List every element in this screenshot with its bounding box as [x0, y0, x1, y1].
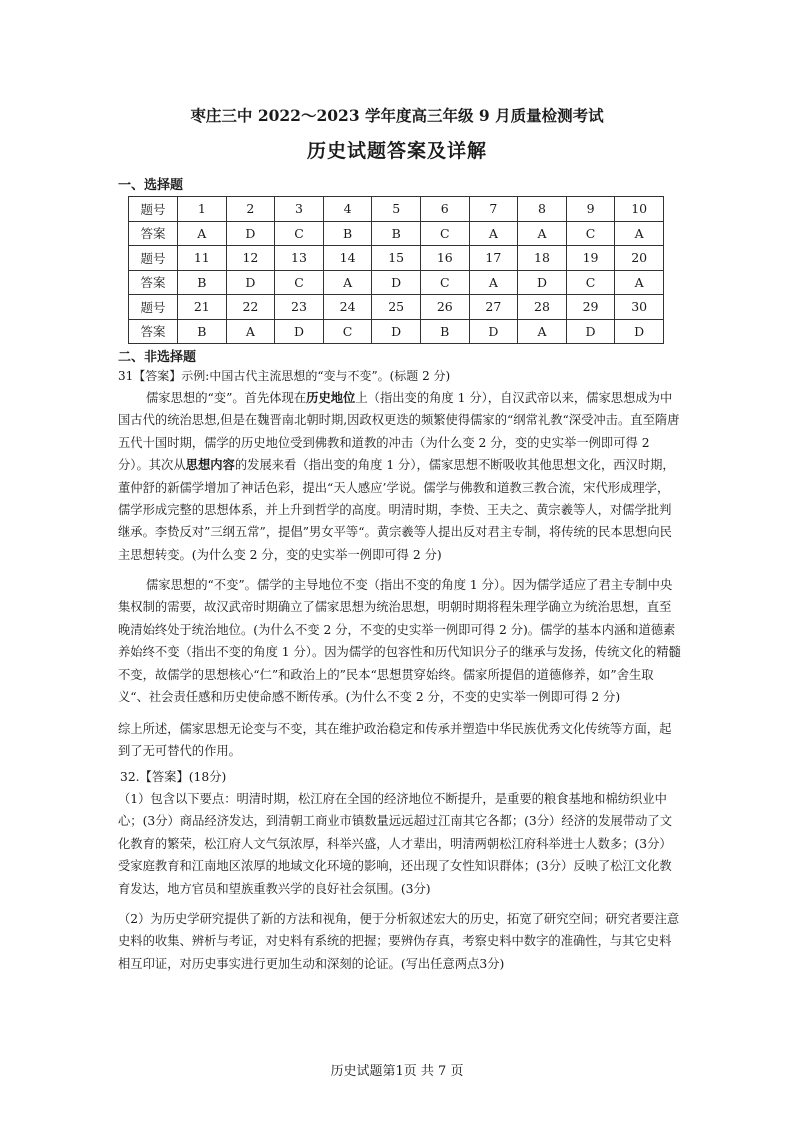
answer-table-cell: A — [518, 319, 567, 344]
answer-table-cell: 8 — [518, 197, 567, 222]
page-footer: 历史试题第1页 共 7 页 — [330, 1064, 464, 1079]
answer-table-cell: 28 — [518, 295, 567, 320]
answer-table-cell: B — [178, 319, 227, 344]
answer-table-cell: D — [226, 270, 275, 295]
answer-table-cell: 3 — [275, 197, 324, 222]
answer-table-cell: 25 — [372, 295, 421, 320]
answer-table-cell: 10 — [615, 197, 664, 222]
answer-table-cell: 4 — [323, 197, 372, 222]
answer-table-cell: C — [275, 221, 324, 246]
answer-table — [128, 196, 664, 344]
q31-p1-text-b: 上（指出变的角度 1 分），自汉武帝以来，儒家思想成为中国古代的统治思想,但是在魏晋南北朝时期,因政权更迭的频繁使得儒家的“纲常礼教“深受冲击。直至隋唐五代十国时期，儒学的历史地位受到佛教和道教的冲击（为什么变 2 分，变的史实举一例即可得 2 分）。其次从 — [118, 391, 680, 473]
answer-table-cell: C — [323, 319, 372, 344]
q32-head: 32.【答案】(18分) — [120, 770, 227, 784]
answer-table-cell: 5 — [372, 197, 421, 222]
answer-table-cell: 14 — [323, 246, 372, 271]
answer-table-row-header: 题号 — [129, 295, 178, 320]
answer-table-cell: 15 — [372, 246, 421, 271]
answer-table-cell: 17 — [469, 246, 518, 271]
answer-table-cell: 1 — [178, 197, 227, 222]
answer-table-cell: D — [615, 319, 664, 344]
q32-paragraph-1: （1）包含以下要点：明清时期，松江府在全国的经济地位不断提升，是重要的粮食基地和棉纺织业中心；(3分）商品经济发达，到清朝工商业市镇数量远远超过江南其它各都；(3分）经济的发展带动了文化教育的繁荣，松江府人文气氛浓厚，科举兴盛，人才辈出，明清两朝松江府科举进士人数多；(3分）受家庭教育和江南地区浓厚的地域文化环境的影响，还出现了女性知识群体；(3分）反映了松江文化教育发达，地方官员和望族重教兴学的良好社会氛围。(3分) — [118, 792, 673, 896]
answer-table-cell: 11 — [178, 246, 227, 271]
answer-table-cell: 7 — [469, 197, 518, 222]
q31-p1-text-c: 的发展来看（指出变的角度 1 分），儒家思想不断吸收其他思想文化，西汉时期，董仲舒的新儒学增加了神话色彩，提出“天人感应’学说。儒学与佛教和道教三教合流，宋代形成理学，儒学形成完整的思想体系，并上升到哲学的高度。明清时期，李贽、王夫之、黄宗羲等人，对儒学批判继承。李贽反对”三纲五常”，提倡”男女平等“。黄宗羲等人提出反对君主专制，将传统的民本思想向民主思想转变。(为什么变 2 分，变的史实举一例即可得 2 分) — [118, 458, 675, 562]
answer-table-cell: 18 — [518, 246, 567, 271]
answer-table-cell: A — [226, 319, 275, 344]
page-subtitle: 历史试题答案及详解 — [306, 140, 487, 162]
answer-table-cell: 29 — [566, 295, 615, 320]
answer-table-cell: A — [469, 221, 518, 246]
q31-p1-bold-history-status: 历史地位 — [306, 390, 356, 405]
answer-table-cell: B — [323, 221, 372, 246]
answer-table-cell: 12 — [226, 246, 275, 271]
answer-table-cell: 19 — [566, 246, 615, 271]
answer-table-cell: D — [469, 319, 518, 344]
answer-table-cell: 20 — [615, 246, 664, 271]
answer-table-cell: 2 — [226, 197, 275, 222]
answer-table-row-header: 题号 — [129, 197, 178, 222]
answer-table-cell: 13 — [275, 246, 324, 271]
answer-table-cell: D — [226, 221, 275, 246]
q31-head: 31【答案】示例:中国古代主流思想的“变与不变”。(标题 2 分) — [118, 369, 451, 383]
q31-p1-bold-thought-content: 思想内容 — [185, 457, 235, 473]
answer-table-cell: D — [372, 270, 421, 295]
q31-paragraph-2: 儒家思想的“不变”。儒学的主导地位不变（指出不变的角度 1 分）。因为儒学适应了君主专制中央集权制的需要，故汉武帝时期确立了儒家思想为统治思想，明朝时期将程朱理学确立为统治思想，直至晚清始终处于统治地位。(为什么不变 2 分，不变的史实举一例即可得 2 分)。儒学的基本内涵和道德素养始终不变（指出不变的角度 1 分）。因为儒学的包容性和历代知识分子的继承与发扬，传统文化的精髓不变，故儒学的思想核心“仁”和政治上的”民本“思想贯穿始终。儒家所提倡的道德修养，如”舍生取义“、社会责任感和历史使命感不断传承。(为什么不变 2 分，不变的史实举一例即可得 2 分) — [118, 578, 681, 705]
answer-table-cell: D — [275, 319, 324, 344]
answer-table-row — [129, 270, 664, 295]
answer-table-cell: A — [178, 221, 227, 246]
answer-table-cell: C — [566, 270, 615, 295]
answer-table-row-header: 题号 — [129, 246, 178, 271]
answer-table-cell: C — [275, 270, 324, 295]
answer-table-row-header: 答案 — [129, 221, 178, 246]
answer-table-cell: 9 — [566, 197, 615, 222]
answer-table-row-header: 答案 — [129, 270, 178, 295]
section-heading-choice: 一、选择题 — [118, 178, 184, 193]
answer-table-cell: D — [566, 319, 615, 344]
answer-table-cell: 6 — [420, 197, 469, 222]
q32-paragraph-2: （2）为历史学研究提供了新的方法和视角，便于分析叙述宏大的历史，拓宽了研究空间；研究者要注意史料的收集、辨析与考证，对史料有系统的把握；要辨伪存真，考察史料中数字的准确性，与其它史料相互印证，对历史事实进行更加生动和深刻的论证。(写出任意两点3分) — [118, 912, 680, 971]
answer-table-row — [129, 221, 664, 246]
answer-table-cell: C — [566, 221, 615, 246]
answer-table-row-header: 答案 — [129, 319, 178, 344]
answer-table-cell: 21 — [178, 295, 227, 320]
answer-table-cell: A — [518, 221, 567, 246]
answer-table-cell: B — [420, 319, 469, 344]
answer-table-cell: 27 — [469, 295, 518, 320]
answer-table-cell: A — [615, 270, 664, 295]
answer-table-cell: D — [518, 270, 567, 295]
answer-table-cell: 24 — [323, 295, 372, 320]
answer-table-cell: 30 — [615, 295, 664, 320]
answer-table-cell: 23 — [275, 295, 324, 320]
answer-table-cell: C — [420, 221, 469, 246]
q31-paragraph-1 — [118, 387, 681, 566]
answer-table-row — [129, 197, 664, 222]
answer-table-cell: D — [372, 319, 421, 344]
answer-table-cell: A — [615, 221, 664, 246]
q31-p1-text-a: 儒家思想的“变”。首先体现在 — [146, 391, 307, 405]
answer-table-cell: C — [420, 270, 469, 295]
page-title: 枣庄三中 2022～2023 学年度高三年级 9 月质量检测考试 — [190, 106, 604, 125]
answer-table-cell: B — [178, 270, 227, 295]
answer-table-cell: 22 — [226, 295, 275, 320]
answer-table-cell: 16 — [420, 246, 469, 271]
q31-paragraph-3: 综上所述，儒家思想无论变与不变，其在维护政治稳定和传承并塑造中华民族优秀文化传统等方面，起到了无可替代的作用。 — [118, 722, 672, 759]
answer-table-row — [129, 295, 664, 320]
answer-table-cell: 26 — [420, 295, 469, 320]
answer-table-cell: B — [372, 221, 421, 246]
answer-table-row — [129, 319, 664, 344]
section-heading-nonchoice: 二、非选择题 — [118, 350, 197, 365]
answer-table-row — [129, 246, 664, 271]
answer-table-cell: A — [323, 270, 372, 295]
answer-table-cell: A — [469, 270, 518, 295]
